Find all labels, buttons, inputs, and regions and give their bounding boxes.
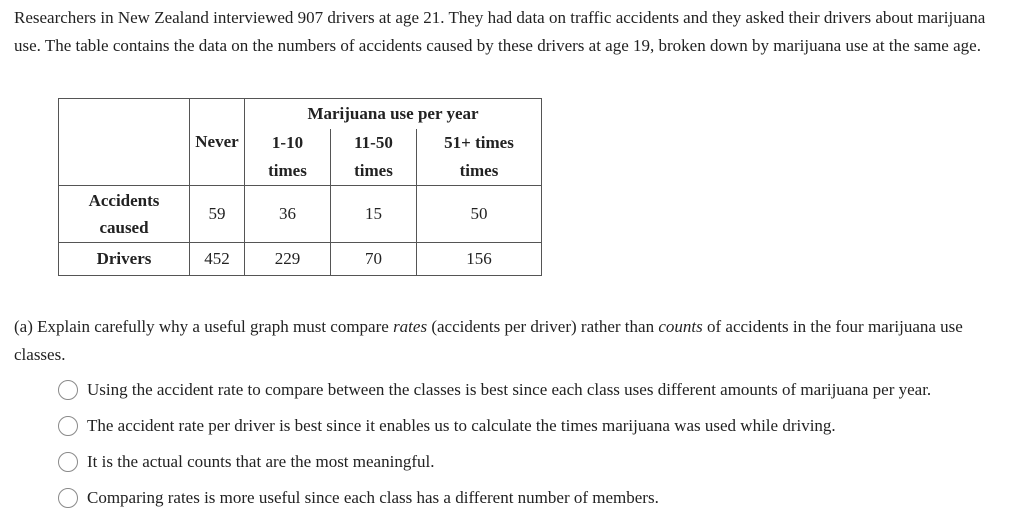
option-label: Comparing rates is more useful since each class has a different number of members.	[87, 488, 659, 507]
table-cell: 156	[417, 243, 542, 276]
emphasis-counts: counts	[658, 317, 703, 336]
question-text: (a) Explain carefully why a useful graph must compare rates (accidents per driver) rather than counts of accidents in the four marijuana use classes.	[14, 317, 963, 364]
table-cell: 452	[190, 243, 245, 276]
table-cell: 15	[331, 186, 417, 243]
option-label: Using the accident rate to compare between the classes is best since each class uses different amounts of marijuana per year.	[87, 380, 932, 399]
radio-button[interactable]	[58, 380, 78, 400]
option-label: It is the actual counts that are the most meaningful.	[87, 452, 435, 471]
table-cell: 59	[190, 186, 245, 243]
table-cell: 50	[417, 186, 542, 243]
group-header: Marijuana use per year	[245, 99, 542, 130]
table-corner-cell	[59, 99, 190, 186]
col-header-1-10: 1-10 times	[245, 129, 331, 186]
table-cell: 229	[245, 243, 331, 276]
option-1[interactable]	[58, 377, 1008, 403]
answer-options	[58, 377, 1008, 521]
option-2[interactable]	[58, 413, 1008, 439]
table-row-drivers	[59, 243, 542, 276]
option-label: The accident rate per driver is best since it enables us to calculate the times marijuana was used while driving.	[87, 416, 836, 435]
radio-button[interactable]	[58, 452, 78, 472]
intro-paragraph: Researchers in New Zealand interviewed 907 drivers at age 21. They had data on traffic accidents and they asked their drivers about marijuana use. The table contains the data on the numbers of accidents caused by these drivers at age 19, broken down by marijuana use at the same age.	[14, 8, 986, 55]
radio-button[interactable]	[58, 416, 78, 436]
option-4[interactable]	[58, 485, 1008, 511]
emphasis-rates: rates	[393, 317, 428, 336]
option-3[interactable]	[58, 449, 1008, 475]
row-label-drivers: Drivers	[59, 243, 190, 276]
radio-button[interactable]	[58, 488, 78, 508]
row-label-accidents: Accidents caused	[59, 186, 190, 243]
table-cell: 36	[245, 186, 331, 243]
table-cell: 70	[331, 243, 417, 276]
col-header-11-50: 11-50 times	[331, 129, 417, 186]
accidents-table	[58, 98, 542, 276]
col-header-51-plus: 51+ times times	[417, 129, 542, 186]
table-row-accidents	[59, 186, 542, 243]
col-header-never: Never	[190, 99, 245, 186]
